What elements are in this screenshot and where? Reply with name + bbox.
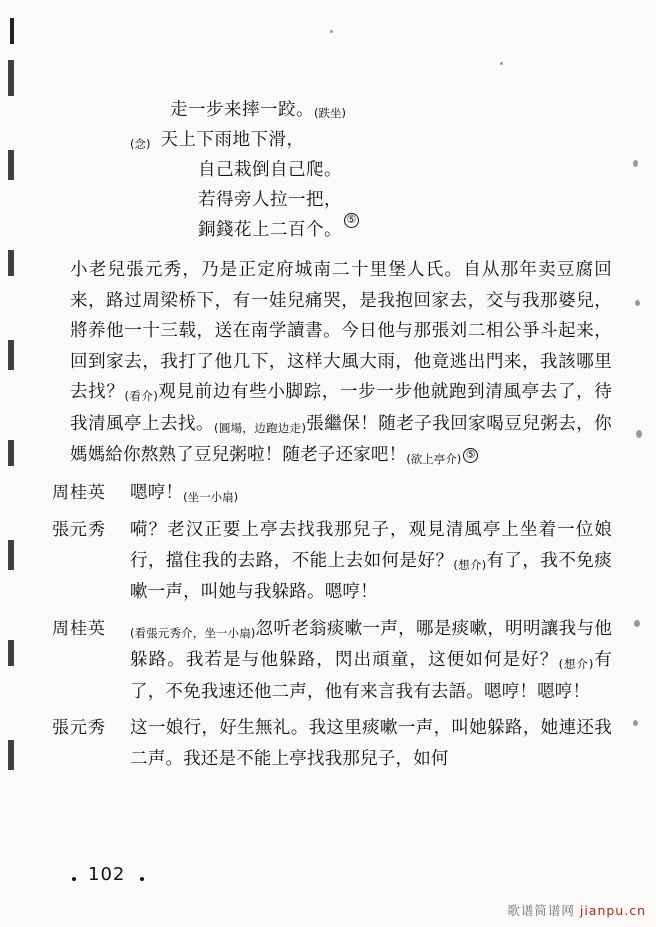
verse-cue-line [52,125,612,155]
speech-text [130,713,612,774]
verse-line-4: 銅錢花上二百个。 [198,220,342,240]
verse-line-3-row [52,185,612,215]
prose-text-3: 張繼保！随老子我回家喝豆兒粥去，你媽媽給你熬熟了豆兒粥啦！随老子还家吧！ [70,413,612,465]
page-body [52,95,612,774]
page-number: 102 [88,864,126,885]
scan-speck [500,62,503,65]
speaker-name: 周桂英 [52,618,106,639]
verse-end-mark: ⑤ [344,213,359,228]
prose-text-2: 观見前边有些小脚踪，一步一步他就跑到清風亭去了，待我清風亭上去找。 [70,382,612,434]
speech-text [130,614,612,708]
prose-paragraph [52,255,612,472]
verse-lead-text: 走一步来摔一跤。 [170,100,314,120]
footer-dot-right [140,877,144,881]
scan-speck [633,160,638,167]
edge-mark-top [10,18,14,44]
dialogue-row [52,515,612,608]
prose-note-2: (圓場，边跑边走) [214,420,306,435]
speaker-name: 張元秀 [52,520,106,540]
binding-mark-1 [8,60,14,96]
speech-main: 嗯哼！ [130,482,184,503]
binding-mark-5 [8,440,14,466]
speech-note-2: (想介) [558,657,594,671]
page-footer [0,847,656,927]
dialogue-row [52,713,612,774]
prose-note-3: (欲上亭介) [406,452,462,466]
dialogue-row [52,478,612,510]
speech-main: 嗬？老汉正要上亭去找我那兒子，观見清風亭上坐着一位娘行，擋住我的去路，不能上去如何是好？ [130,520,612,571]
scan-speck [634,620,640,627]
verse-lead-note: (跌坐) [314,106,346,120]
dialogue-row [52,614,612,708]
binding-mark-4 [8,340,14,370]
verse-line-4-row [52,215,612,245]
verse-block [52,95,612,245]
prose-note-1: (看介) [124,389,158,403]
binding-mark-7 [8,640,14,666]
speech-text [130,515,612,608]
speaker-name: 周桂英 [52,482,106,503]
binding-mark-6 [8,540,14,570]
verse-cue: (念) [130,137,151,151]
speaker-name: 張元秀 [52,718,106,738]
footer-dot-left [72,877,76,881]
prose-end-mark: ⑤ [463,448,478,463]
speech-note: (看張元秀介，坐一小扇) [130,625,256,640]
speech-main-2: 有了，不免我速还他二声，他有来言我有去語。嗯哼！嗯哼！ [130,650,612,702]
scan-speck [633,720,638,726]
scan-speck [330,30,333,33]
speech-main: 这一娘行，好生無礼。我这里痰嗽一声，叫她躲路，她連还我二声。我还是不能上亭找我那兒子，如何 [130,718,612,769]
speech-main-2: 有了，我不免痰嗽一声，叫她与我躲路。嗯哼！ [130,550,612,602]
speech-main: 忽听老翁痰嗽一声，哪是痰嗽，明明讓我与他躲路。我若是与他躲路，閃出頑童，这便如何是好？ [130,618,612,670]
binding-mark-2 [8,150,14,180]
verse-lead-line [52,95,612,125]
verse-line-2-row [52,155,612,185]
binding-mark-3 [8,250,14,276]
scan-speck [636,430,642,438]
binding-mark-8 [8,740,14,770]
prose-text-1: 小老兒張元秀，乃是正定府城南二十里堡人氏。自从那年卖豆腐回来，路过周梁桥下，有一娃兒痛哭，是我抱回家去，交与我那婆兒，將养他一十三载，送在南学讀書。今日他与那張刘二相公爭斗起来，回到家去，我打了他几下，这样大風大雨，他竟逃出門来，我該哪里去找？ [70,260,612,402]
verse-line-1: 天上下雨地下滑， [160,130,305,150]
verse-line-3: 若得旁人拉一把， [198,190,342,210]
watermark-site: jianpu.cn [579,903,646,918]
speech-text [130,478,612,510]
speech-note: (想介) [453,557,487,572]
speech-note: (坐一小扇) [183,489,239,504]
watermark-label: 歌谱简谱网 [507,903,575,918]
watermark [507,901,646,919]
verse-line-2: 自己栽倒自己爬。 [198,160,342,180]
scan-speck [635,300,640,306]
